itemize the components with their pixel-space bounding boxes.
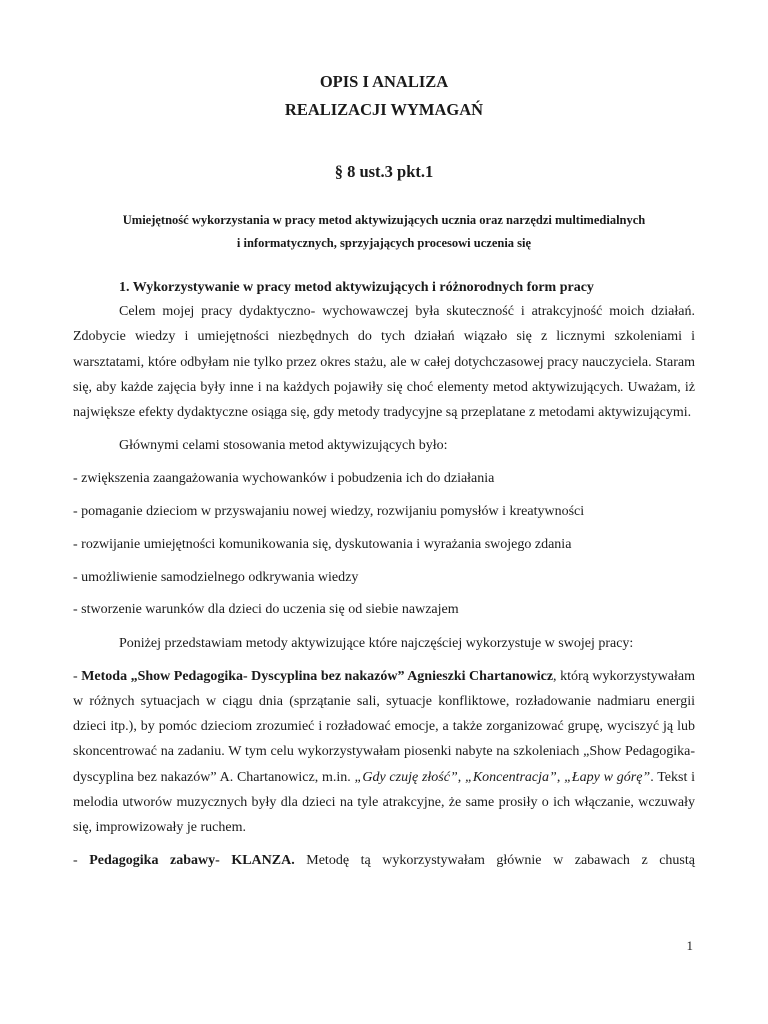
goals-intro: Głównymi celami stosowania metod aktywizujących było: (119, 438, 448, 454)
document-subtitle (73, 209, 695, 255)
method-show-pedagogika-paragraph (73, 664, 695, 841)
intro-paragraph: Celem mojej pracy dydaktyczno- wychowawczej była skuteczność i atrakcyjność moich działań. Zdobycie wiedzy i umiejętności niezbędnych do tych działań wiązało się z licznymi szkoleniami i warsztatami, które odbyłam nie tylko przez okres stażu, ale w całej dotychczasowej pracy nauczyciela. Staram się, aby każde zajęcia były inne i na każdych pojawiły się choć elementy metod aktywizujących. Uważam, iż największe efekty dydaktyczne osiąga się, gdy metody tradycyjne są przeplatane z metodami aktywizującymi. (73, 304, 695, 421)
song-title: „Łapy w górę” (564, 769, 651, 785)
separator: , (556, 769, 565, 785)
page-number: 1 (686, 938, 693, 953)
method-klanza-text: Metodę tą wykorzystywałam głównie w zabawach z chustą (294, 853, 695, 869)
subtitle-line-2: i informatycznych, sprzyjających procesowi uczenia się (236, 236, 532, 250)
goals-list (73, 466, 695, 622)
method-show-pedagogika-text-continued: . Tekst i melodia utworów muzycznych były dla dzieci na tyle atrakcyjne, że same prosiły o ich włączanie, wczuwały się, improwizowały je ruchem. (73, 769, 696, 836)
section-heading: 1. Wykorzystywanie w pracy metod aktywizujących i różnorodnych form pracy (119, 280, 594, 295)
separator: , (457, 769, 466, 785)
list-item: - rozwijanie umiejętności komunikowania się, dyskutowania i wyrażania swojego zdania (73, 536, 572, 552)
document-title-line-2: REALIZACJI WYMAGAŃ (284, 100, 484, 119)
list-item: - stworzenie warunków dla dzieci do uczenia się od siebie nawzajem (73, 602, 459, 618)
method-klanza-paragraph (73, 848, 695, 873)
song-title: „Gdy czuję złość” (354, 769, 458, 785)
section-reference: § 8 ust.3 pkt.1 (334, 162, 434, 181)
list-item: - zwiększenia zaangażowania wychowanków i pobudzenia ich do działania (73, 471, 495, 487)
document-title-line-1: OPIS I ANALIZA (319, 72, 449, 91)
list-dash: - (73, 853, 90, 869)
methods-intro: Poniżej przedstawiam metody aktywizujące które najczęściej wykorzystuje w swojej pracy: (119, 635, 634, 651)
list-item: - umożliwienie samodzielnego odkrywania wiedzy (73, 569, 359, 585)
list-dash: - (73, 668, 82, 684)
method-show-pedagogika-text: , którą wykorzystywałam w różnych sytuacjach w ciągu dnia (sprzątanie sali, sytuacje konfliktowe, rozładowanie nadmiaru energii dzieci itp.), by pomóc dzieciom zrozumieć i rozładować emocje, a także zorganizować grupę, wyciszyć ją lub skoncentrować na zadaniu. W tym celu wykorzystywałam piosenki nabyte na szkoleniach „Show Pedagogika- dyscyplina bez nakazów” A. Chartanowicz, m.in. (73, 668, 695, 785)
method-klanza-title: Pedagogika zabawy- KLANZA. (89, 853, 295, 869)
method-show-pedagogika-title: Metoda „Show Pedagogika- Dyscyplina bez nakazów” Agnieszki Chartanowicz (81, 668, 554, 684)
song-title: „Koncentracja” (465, 769, 557, 785)
subtitle-line-1: Umiejętność wykorzystania w pracy metod aktywizujących ucznia oraz narzędzi multimedialnych (122, 213, 646, 227)
list-item: - pomaganie dzieciom w przyswajaniu nowej wiedzy, rozwijaniu pomysłów i kreatywności (73, 504, 585, 520)
